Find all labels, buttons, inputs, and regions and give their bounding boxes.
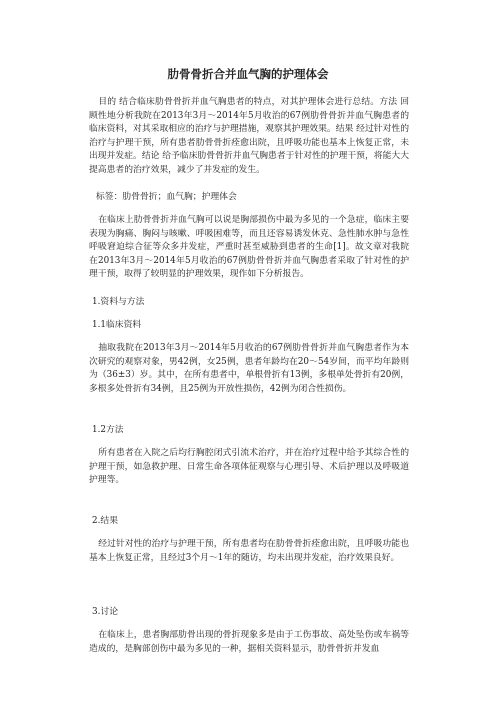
keywords-line: 标签：肋骨骨折；血气胸；护理体会: [96, 192, 237, 202]
document-title: 肋骨骨折合并血气胸的护理体会: [167, 67, 329, 81]
results-paragraph: 经过针对性的治疗与护理干预，所有患者均在肋骨骨折痊愈出院，且呼吸功能也基本上恢复正常，且经过3个月～1年的随访，均未出现并发症，治疗效果良好。: [89, 539, 409, 563]
section-heading-1-1: 1.1临床资料: [92, 320, 142, 330]
discussion-paragraph: 在临床上，患者胸部肋骨出现的骨折现象多是由于工伤事故、高处坠伤或车祸等造成的，是胸部创伤中最为多见的一种，据相关资料显示，肋骨骨折并发血: [89, 630, 409, 654]
section-heading-2: 2.结果: [92, 516, 118, 526]
intro-paragraph: 在临床上肋骨骨折并血气胸可以说是胸部损伤中最为多见的一个急症，临床主要表现为胸痛、胸闷与咳嗽、呼吸困难等，而且还容易诱发休克、急性肺水肿与急性呼吸窘迫综合征等众多并发症，严重时甚至威胁到患者的生命[1]。故文章对我院在2013年3月～2014年5月收治的67例肋骨骨折并血气胸患者采取了针对性的护理干预，取得了较明显的护理效果，现作如下分析报告。: [89, 215, 409, 280]
abstract-paragraph: 目的 结合临床肋骨骨折并血气胸患者的特点，对其护理体会进行总结。方法 回顾性地分析我院在2013年3月～2014年5月收治的67例肋骨骨折并血气胸患者的临床资料，对其采取相应的治疗与护理措施，观察其护理效果。结果 经过针对性的治疗与护理干预，所有患者肋骨骨折痊愈出院，且呼吸功能也基本上恢复正常，未出现并发症。结论 给予临床肋骨骨折并血气胸患者于针对性的护理干预，将能大大提高患者的治疗效果，减少了并发症的发生。: [89, 97, 409, 175]
clinical-data-paragraph: 抽取我院在2013年3月～2014年5月收治的67例肋骨骨折并血气胸患者作为本次研究的观察对象，男42例，女25例，患者年龄均在20～54岁间，而平均年龄则为（36±3）岁。其中，在所有患者中，单根骨折有13例，多根单处骨折有20例，多根多处骨折有34例，且25例为开放性损伤，42例为闭合性损伤。: [89, 343, 409, 394]
section-heading-1: 1.资料与方法: [92, 297, 145, 307]
section-heading-3: 3.讨论: [92, 607, 118, 617]
methods-paragraph: 所有患者在入院之后均行胸腔闭式引流术治疗，并在治疗过程中给予其综合性的护理干预，如急救护理、日常生命各项体征观察与心理引导、术后护理以及呼吸道护理等。: [89, 448, 409, 486]
section-heading-1-2: 1.2方法: [92, 425, 124, 435]
